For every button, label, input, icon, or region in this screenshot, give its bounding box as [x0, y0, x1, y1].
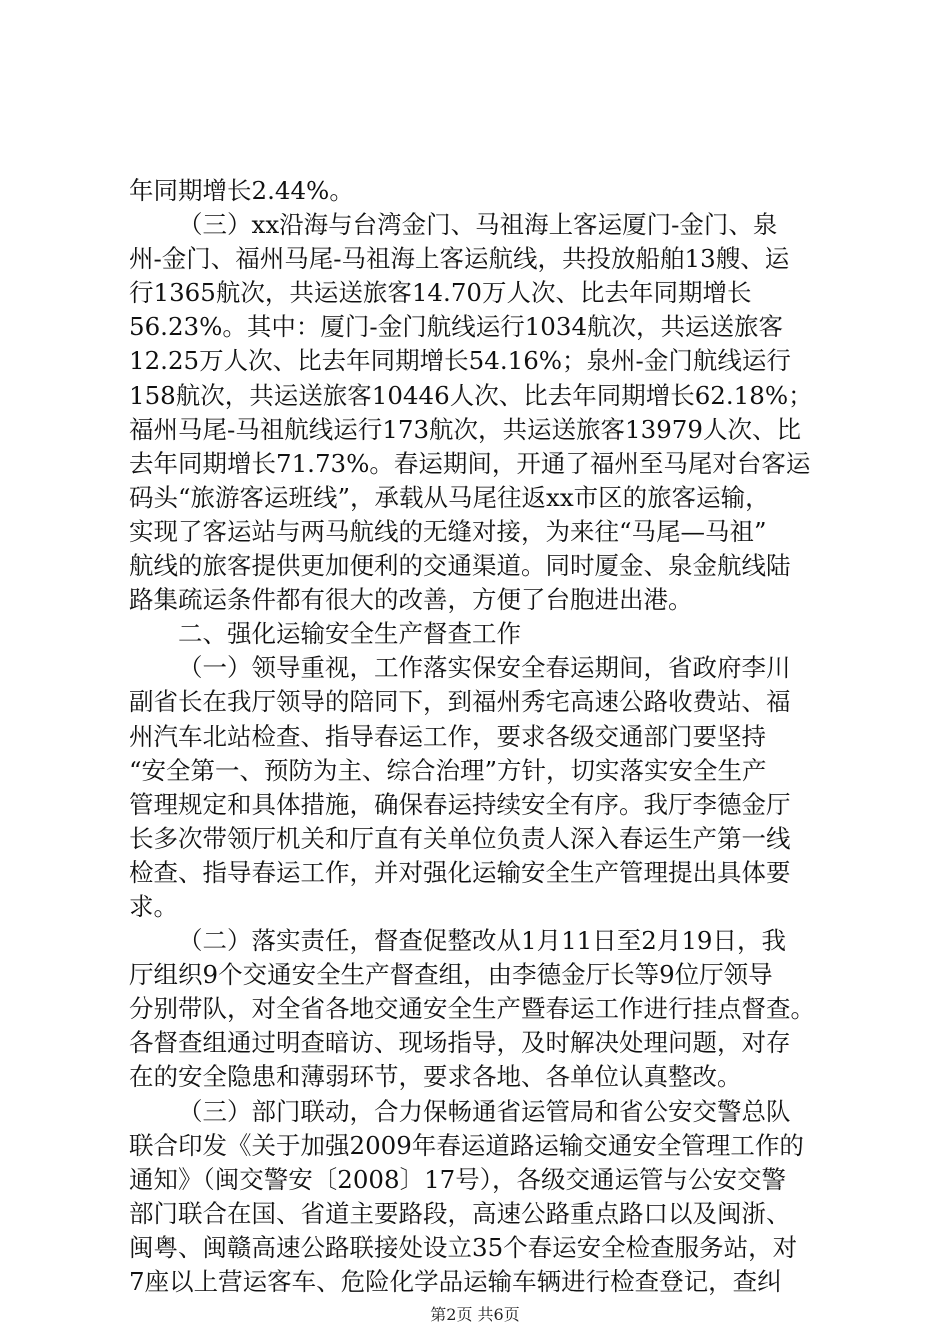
text-line: 12.25万人次、比去年同期增长54.16%；泉州-金门航线运行 [129, 346, 791, 376]
text-line: 闽粤、闽赣高速公路联接处设立35个春运安全检查服务站，对 [129, 1232, 798, 1262]
text-line: 在的安全隐患和薄弱环节，要求各地、各单位认真整改。 [129, 1062, 742, 1092]
text-line: 管理规定和具体措施，确保春运持续安全有序。我厅李德金厅 [129, 789, 791, 819]
text-line: 各督查组通过明查暗访、现场指导，及时解决处理问题，对存 [129, 1028, 791, 1058]
text-line: 联合印发《关于加强2009年春运道路运输交通安全管理工作的 [129, 1130, 804, 1160]
text-line: 路集疏运条件都有很大的改善，方便了台胞进出港。 [129, 585, 693, 615]
text-line: （三）部门联动，合力保畅通省运管局和省公安交警总队 [178, 1096, 791, 1126]
text-line: 检查、指导春运工作，并对强化运输安全生产管理提出具体要 [129, 857, 791, 887]
text-line: 求。 [129, 891, 178, 921]
text-line: 部门联合在国、省道主要路段，高速公路重点路口以及闽浙、 [129, 1198, 791, 1228]
text-line: 158航次，共运送旅客10446人次、比去年同期增长62.18%； [129, 380, 813, 410]
text-line: 码头“旅游客运班线”，承载从马尾往返xx市区的旅客运输， [129, 482, 770, 512]
page-number: 第2页 共6页 [430, 1305, 520, 1324]
text-line: 年同期增长2.44%。 [129, 176, 354, 205]
text-line: 分别带队，对全省各地交通安全生产暨春运工作进行挂点督查。 [129, 994, 815, 1024]
text-line: 航线的旅客提供更加便利的交通渠道。同时厦金、泉金航线陆 [129, 551, 791, 581]
text-line: “安全第一、预防为主、综合治理”方针，切实落实安全生产 [129, 755, 767, 785]
text-line: （二）落实责任，督查促整改从1月11日至2月19日，我 [178, 926, 787, 956]
text-line: 长多次带领厅机关和厅直有关单位负责人深入春运生产第一线 [129, 823, 791, 853]
text-line: 行1365航次，共运送旅客14.70万人次、比去年同期增长 [129, 278, 752, 308]
text-line: 去年同期增长71.73%。春运期间，开通了福州至马尾对台客运 [129, 448, 811, 478]
section-heading: 二、强化运输安全生产督查工作 [178, 619, 521, 649]
text-line: 州汽车北站检查、指导春运工作，要求各级交通部门要坚持 [129, 721, 766, 751]
page-footer [0, 1302, 950, 1325]
text-line: 实现了客运站与两马航线的无缝对接，为来往“马尾—马祖” [129, 516, 767, 546]
text-line: （一）领导重视，工作落实保安全春运期间，省政府李川 [178, 653, 791, 683]
text-line: 56.23%。其中：厦门-金门航线运行1034航次，共运送旅客 [129, 312, 784, 342]
text-line: 州-金门、福州马尾-马祖海上客运航线，共投放船舶13艘、运 [129, 244, 790, 274]
text-line: 通知》（闽交警安〔2008〕17号），各级交通运管与公安交警 [129, 1164, 787, 1194]
text-line: 7座以上营运客车、危险化学品运输车辆进行检查登记，查纠 [129, 1267, 782, 1296]
document-body [129, 174, 841, 1299]
text-line: 副省长在我厅领导的陪同下，到福州秀宅高速公路收费站、福 [129, 687, 791, 717]
text-line: 福州马尾-马祖航线运行173航次，共运送旅客13979人次、比 [129, 414, 801, 444]
text-line: （三）xx沿海与台湾金门、马祖海上客运厦门-金门、泉 [178, 210, 778, 240]
text-line: 厅组织9个交通安全生产督查组，由李德金厅长等9位厅领导 [129, 960, 773, 990]
